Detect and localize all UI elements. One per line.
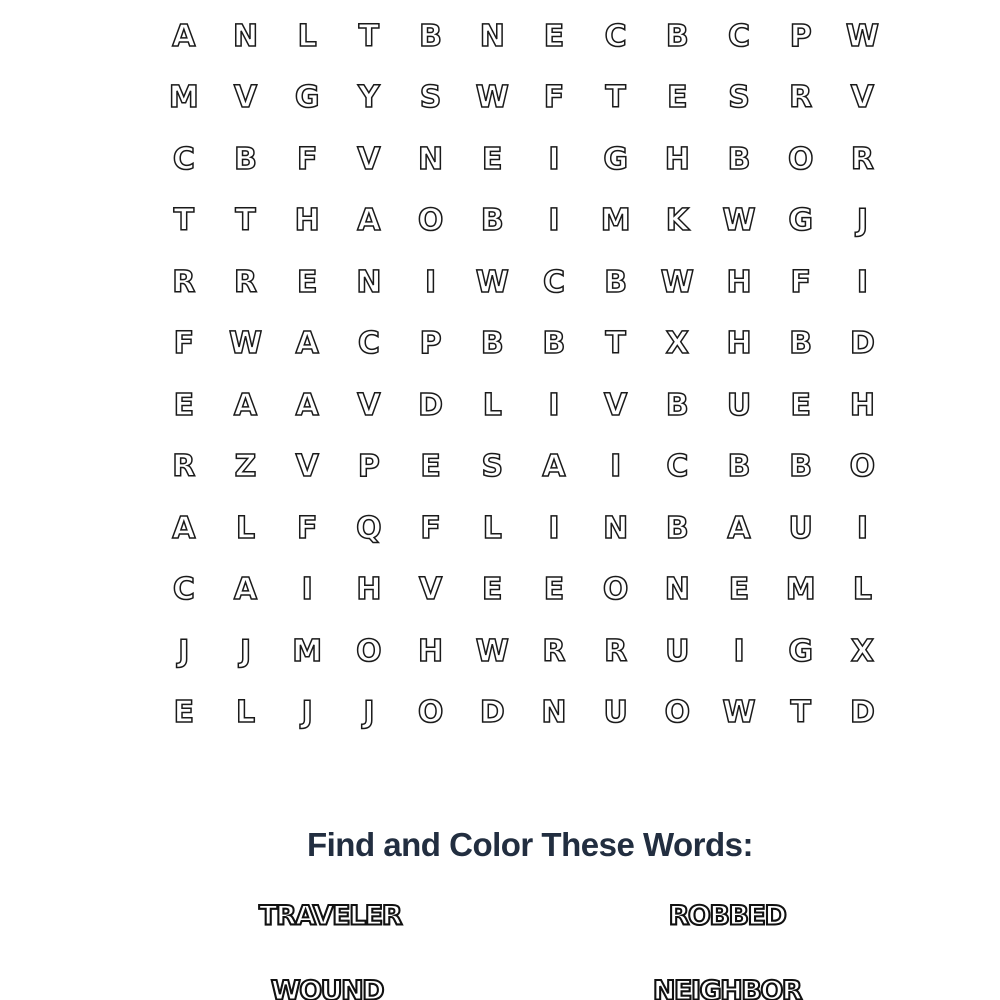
grid-cell-r6c1 xyxy=(153,314,215,376)
grid-letter-r1c12[interactable]: W xyxy=(845,18,879,54)
grid-letter-r11c1[interactable]: J xyxy=(178,633,190,669)
grid-letter-r2c7[interactable]: F xyxy=(543,80,565,116)
grid-letter-r1c4[interactable]: T xyxy=(358,18,380,54)
grid-letter-r11c11[interactable]: G xyxy=(788,633,814,669)
grid-cell-r10c4 xyxy=(338,560,400,622)
grid-letter-r2c4[interactable]: Y xyxy=(358,80,380,116)
grid-cell-r10c9 xyxy=(647,560,709,622)
grid-cell-r1c6 xyxy=(461,6,523,68)
grid-cell-r4c6 xyxy=(461,191,523,253)
grid-letter-r7c5[interactable]: D xyxy=(418,387,444,423)
grid-cell-r1c10 xyxy=(708,6,770,68)
grid-letter-r11c12[interactable]: X xyxy=(850,633,874,669)
grid-cell-r6c6 xyxy=(461,314,523,376)
grid-cell-r4c9 xyxy=(647,191,709,253)
grid-letter-r4c11[interactable]: G xyxy=(788,203,814,239)
grid-letter-r9c3[interactable]: F xyxy=(296,510,318,546)
grid-letter-r6c8[interactable]: T xyxy=(605,326,626,362)
grid-cell-r7c9 xyxy=(647,375,709,437)
grid-cell-r12c11 xyxy=(770,683,832,745)
grid-letter-r3c5[interactable]: N xyxy=(418,141,444,177)
grid-cell-r12c8 xyxy=(585,683,647,745)
grid-cell-r5c8 xyxy=(585,252,647,314)
grid-cell-r8c5 xyxy=(400,437,462,499)
grid-cell-r2c1 xyxy=(153,68,215,130)
grid-cell-r4c8 xyxy=(585,191,647,253)
grid-cell-r12c1 xyxy=(153,683,215,745)
grid-letter-r8c7[interactable]: A xyxy=(542,449,566,485)
grid-letter-r10c5[interactable]: V xyxy=(418,572,443,608)
grid-letter-r9c10[interactable]: A xyxy=(727,510,751,546)
grid-letter-r11c3[interactable]: M xyxy=(292,633,323,669)
grid-letter-r4c5[interactable]: O xyxy=(417,203,444,239)
grid-letter-r5c7[interactable]: C xyxy=(542,264,565,300)
grid-cell-r3c1 xyxy=(153,129,215,191)
grid-letter-r12c2[interactable]: L xyxy=(235,695,256,731)
grid-letter-r10c6[interactable]: E xyxy=(482,572,503,608)
grid-cell-r11c1 xyxy=(153,621,215,683)
grid-cell-r7c11 xyxy=(770,375,832,437)
grid-letter-r6c10[interactable]: H xyxy=(726,326,752,362)
grid-letter-r12c6[interactable]: D xyxy=(479,695,505,731)
grid-letter-r8c6[interactable]: S xyxy=(481,449,504,485)
grid-cell-r2c2 xyxy=(215,68,277,130)
grid-cell-r8c2 xyxy=(215,437,277,499)
grid-cell-r4c7 xyxy=(523,191,585,253)
grid-letter-r10c1[interactable]: C xyxy=(172,572,195,608)
grid-cell-r8c10 xyxy=(708,437,770,499)
grid-cell-r4c10 xyxy=(708,191,770,253)
grid-cell-r8c11 xyxy=(770,437,832,499)
grid-letter-r5c2[interactable]: R xyxy=(233,264,258,300)
grid-cell-r2c11 xyxy=(770,68,832,130)
grid-cell-r10c10 xyxy=(708,560,770,622)
grid-cell-r6c3 xyxy=(276,314,338,376)
grid-cell-r3c2 xyxy=(215,129,277,191)
grid-cell-r11c4 xyxy=(338,621,400,683)
grid-letter-r3c10[interactable]: B xyxy=(727,141,751,177)
grid-cell-r9c2 xyxy=(215,498,277,560)
grid-letter-r7c4[interactable]: V xyxy=(357,387,381,423)
grid-letter-r2c10[interactable]: S xyxy=(728,80,750,116)
grid-letter-r7c8[interactable]: V xyxy=(604,387,628,423)
grid-cell-r6c4 xyxy=(338,314,400,376)
grid-cell-r1c8 xyxy=(585,6,647,68)
grid-cell-r9c4 xyxy=(338,498,400,560)
grid-letter-r4c4[interactable]: A xyxy=(357,203,381,239)
grid-cell-r6c10 xyxy=(708,314,770,376)
grid-cell-r2c4 xyxy=(338,68,400,130)
grid-letter-r10c3[interactable]: I xyxy=(301,572,313,608)
grid-cell-r10c3 xyxy=(276,560,338,622)
grid-letter-r12c4[interactable]: J xyxy=(363,695,375,731)
grid-letter-r5c11[interactable]: F xyxy=(790,264,811,300)
grid-cell-r10c11 xyxy=(770,560,832,622)
grid-letter-r7c9[interactable]: B xyxy=(665,387,689,423)
grid-letter-r4c6[interactable]: B xyxy=(480,203,504,239)
grid-letter-r11c2[interactable]: J xyxy=(239,633,252,669)
grid-cell-r8c8 xyxy=(585,437,647,499)
grid-cell-r9c1 xyxy=(153,498,215,560)
grid-letter-r2c9[interactable]: E xyxy=(667,80,688,116)
grid-cell-r6c9 xyxy=(647,314,709,376)
grid-cell-r5c4 xyxy=(338,252,400,314)
grid-letter-r10c12[interactable]: L xyxy=(852,572,872,608)
word-list-heading: Find and Color These Words: xyxy=(306,826,754,863)
grid-letter-r8c9[interactable]: C xyxy=(666,449,689,485)
grid-letter-r11c8[interactable]: R xyxy=(604,633,628,669)
grid-cell-r2c6 xyxy=(461,68,523,130)
grid-letter-r1c11[interactable]: P xyxy=(789,18,812,54)
grid-cell-r9c3 xyxy=(276,498,338,560)
grid-letter-r5c8[interactable]: B xyxy=(604,264,628,300)
grid-cell-r5c3 xyxy=(276,252,338,314)
grid-letter-r12c8[interactable]: U xyxy=(603,695,628,731)
grid-cell-r5c2 xyxy=(215,252,277,314)
grid-cell-r12c4 xyxy=(338,683,400,745)
grid-cell-r1c2 xyxy=(215,6,277,68)
grid-cell-r11c11 xyxy=(770,621,832,683)
word-list-item-neighbor: NEIGHBOR xyxy=(652,975,802,1000)
grid-cell-r3c5 xyxy=(400,129,462,191)
grid-letter-r6c7[interactable]: B xyxy=(542,326,566,362)
grid-letter-r4c12[interactable]: J xyxy=(856,203,868,239)
grid-letter-r10c7[interactable]: E xyxy=(543,572,565,608)
grid-letter-r8c10[interactable]: B xyxy=(727,449,751,485)
grid-cell-r2c9 xyxy=(647,68,709,130)
grid-letter-r8c12[interactable]: O xyxy=(849,449,876,485)
grid-letter-r6c9[interactable]: X xyxy=(665,326,689,362)
grid-cell-r8c7 xyxy=(523,437,585,499)
grid-letter-r7c12[interactable]: H xyxy=(849,387,875,423)
grid-letter-r7c2[interactable]: A xyxy=(233,387,258,423)
grid-letter-r4c10[interactable]: W xyxy=(722,203,756,239)
grid-cell-r7c2 xyxy=(215,375,277,437)
grid-letter-r4c9[interactable]: K xyxy=(665,203,689,239)
grid-letter-r1c5[interactable]: B xyxy=(419,18,443,54)
grid-cell-r5c9 xyxy=(647,252,709,314)
grid-cell-r9c7 xyxy=(523,498,585,560)
grid-letter-r12c3[interactable]: J xyxy=(301,695,313,731)
grid-letter-r1c6[interactable]: N xyxy=(479,18,505,54)
grid-letter-r3c6[interactable]: E xyxy=(482,141,503,177)
grid-letter-r11c7[interactable]: R xyxy=(542,633,566,669)
grid-cell-r4c1 xyxy=(153,191,215,253)
grid-cell-r2c12 xyxy=(832,68,894,130)
grid-letter-r3c12[interactable]: R xyxy=(850,141,874,177)
grid-letter-r1c3[interactable]: L xyxy=(297,18,317,54)
grid-letter-r12c7[interactable]: N xyxy=(541,695,567,731)
grid-cell-r7c10 xyxy=(708,375,770,437)
grid-cell-r8c4 xyxy=(338,437,400,499)
grid-letter-r9c2[interactable]: L xyxy=(235,510,256,546)
grid-letter-r10c4[interactable]: H xyxy=(356,572,382,608)
grid-cell-r6c11 xyxy=(770,314,832,376)
grid-letter-r3c1[interactable]: C xyxy=(172,141,195,177)
grid-letter-r10c11[interactable]: M xyxy=(785,572,816,608)
grid-cell-r2c5 xyxy=(400,68,462,130)
grid-cell-r12c7 xyxy=(523,683,585,745)
grid-cell-r3c9 xyxy=(647,129,709,191)
grid-letter-r12c1[interactable]: E xyxy=(173,695,195,731)
grid-cell-r3c8 xyxy=(585,129,647,191)
grid-cell-r1c4 xyxy=(338,6,400,68)
grid-letter-r11c5[interactable]: H xyxy=(418,633,444,669)
grid-cell-r2c10 xyxy=(708,68,770,130)
grid-cell-r1c11 xyxy=(770,6,832,68)
grid-letter-r4c7[interactable]: I xyxy=(548,203,560,239)
grid-cell-r6c2 xyxy=(215,314,277,376)
grid-letter-r6c1[interactable]: F xyxy=(173,326,195,362)
grid-cell-r1c1 xyxy=(153,6,215,68)
grid-cell-r5c10 xyxy=(708,252,770,314)
grid-letter-r9c8[interactable]: N xyxy=(603,510,629,546)
grid-letter-r3c8[interactable]: G xyxy=(603,141,628,177)
grid-cell-r8c9 xyxy=(647,437,709,499)
word-list-item-robbed: ROBBED xyxy=(668,900,786,932)
grid-cell-r12c5 xyxy=(400,683,462,745)
grid-letter-r7c3[interactable]: A xyxy=(295,387,319,423)
grid-cell-r7c12 xyxy=(832,375,894,437)
grid-cell-r1c9 xyxy=(647,6,709,68)
grid-letter-r5c12[interactable]: I xyxy=(856,264,868,300)
grid-letter-r9c6[interactable]: L xyxy=(482,510,502,546)
grid-letter-r8c11[interactable]: B xyxy=(789,449,813,485)
grid-cell-r1c3 xyxy=(276,6,338,68)
grid-letter-r5c10[interactable]: H xyxy=(726,264,752,300)
grid-cell-r12c2 xyxy=(215,683,277,745)
grid-letter-r10c8[interactable]: O xyxy=(602,572,629,608)
grid-letter-r1c1[interactable]: A xyxy=(172,18,196,54)
grid-cell-r1c7 xyxy=(523,6,585,68)
word-list-item-traveler: TRAVELER xyxy=(258,900,402,932)
grid-cell-r9c12 xyxy=(832,498,894,560)
grid-cell-r11c5 xyxy=(400,621,462,683)
grid-letter-r8c3[interactable]: V xyxy=(295,449,319,485)
grid-letter-r2c6[interactable]: W xyxy=(475,80,509,116)
grid-cell-r11c12 xyxy=(832,621,894,683)
grid-letter-r9c11[interactable]: U xyxy=(788,510,813,546)
grid-cell-r3c7 xyxy=(523,129,585,191)
word-search-grid xyxy=(153,6,893,744)
grid-letter-r2c1[interactable]: M xyxy=(168,80,199,116)
grid-letter-r11c4[interactable]: O xyxy=(356,633,382,669)
grid-letter-r12c10[interactable]: W xyxy=(722,695,756,731)
grid-letter-r6c12[interactable]: D xyxy=(849,326,875,362)
grid-cell-r10c1 xyxy=(153,560,215,622)
grid-cell-r12c6 xyxy=(461,683,523,745)
grid-letter-r5c1[interactable]: R xyxy=(172,264,196,300)
grid-letter-r12c5[interactable]: O xyxy=(417,695,444,731)
grid-cell-r11c7 xyxy=(523,621,585,683)
grid-letter-r6c3[interactable]: A xyxy=(295,326,319,362)
grid-cell-r12c9 xyxy=(647,683,709,745)
grid-letter-r2c8[interactable]: T xyxy=(605,80,626,116)
grid-letter-r5c9[interactable]: W xyxy=(660,264,694,300)
grid-cell-r4c12 xyxy=(832,191,894,253)
grid-cell-r12c3 xyxy=(276,683,338,745)
grid-letter-r11c9[interactable]: U xyxy=(665,633,690,669)
grid-cell-r3c4 xyxy=(338,129,400,191)
grid-letter-r4c3[interactable]: H xyxy=(294,203,320,239)
grid-letter-r1c8[interactable]: C xyxy=(604,18,627,54)
grid-cell-r3c10 xyxy=(708,129,770,191)
grid-letter-r8c1[interactable]: R xyxy=(172,449,196,485)
grid-letter-r10c2[interactable]: A xyxy=(233,572,258,608)
grid-letter-r9c5[interactable]: F xyxy=(420,510,441,546)
grid-letter-r6c11[interactable]: B xyxy=(789,326,813,362)
grid-cell-r3c11 xyxy=(770,129,832,191)
grid-cell-r9c11 xyxy=(770,498,832,560)
grid-letter-r10c10[interactable]: E xyxy=(728,572,750,608)
grid-cell-r11c8 xyxy=(585,621,647,683)
grid-cell-r11c2 xyxy=(215,621,277,683)
grid-cell-r5c12 xyxy=(832,252,894,314)
grid-cell-r11c6 xyxy=(461,621,523,683)
grid-cell-r9c5 xyxy=(400,498,462,560)
grid-cell-r10c5 xyxy=(400,560,462,622)
grid-letter-r9c4[interactable]: Q xyxy=(356,510,382,546)
grid-letter-r7c11[interactable]: E xyxy=(790,387,811,423)
grid-letter-r7c7[interactable]: I xyxy=(548,387,560,423)
grid-letter-r3c9[interactable]: H xyxy=(664,141,690,177)
grid-cell-r3c3 xyxy=(276,129,338,191)
grid-letter-r8c5[interactable]: E xyxy=(420,449,441,485)
grid-letter-r1c2[interactable]: N xyxy=(232,18,259,54)
grid-cell-r7c8 xyxy=(585,375,647,437)
grid-letter-r7c1[interactable]: E xyxy=(173,387,195,423)
grid-cell-r5c1 xyxy=(153,252,215,314)
grid-letter-r2c3[interactable]: G xyxy=(294,80,320,116)
grid-cell-r8c3 xyxy=(276,437,338,499)
grid-cell-r7c7 xyxy=(523,375,585,437)
grid-letter-r5c3[interactable]: E xyxy=(296,264,318,300)
grid-letter-r6c4[interactable]: C xyxy=(357,326,380,362)
grid-letter-r3c2[interactable]: B xyxy=(234,141,257,177)
grid-cell-r7c6 xyxy=(461,375,523,437)
grid-letter-r12c12[interactable]: D xyxy=(849,695,875,731)
word-list-item-wound: WOUND xyxy=(270,975,384,1000)
grid-cell-r5c5 xyxy=(400,252,462,314)
grid-letter-r5c5[interactable]: I xyxy=(425,264,437,300)
grid-cell-r8c12 xyxy=(832,437,894,499)
grid-letter-r11c6[interactable]: W xyxy=(475,633,509,669)
grid-cell-r11c10 xyxy=(708,621,770,683)
grid-letter-r11c10[interactable]: I xyxy=(733,633,745,669)
grid-letter-r6c6[interactable]: B xyxy=(480,326,504,362)
grid-cell-r8c6 xyxy=(461,437,523,499)
grid-cell-r8c1 xyxy=(153,437,215,499)
grid-cell-r7c3 xyxy=(276,375,338,437)
grid-letter-r2c11[interactable]: R xyxy=(789,80,813,116)
grid-letter-r8c2[interactable]: Z xyxy=(234,449,257,485)
grid-letter-r2c5[interactable]: S xyxy=(419,80,442,116)
grid-letter-r9c9[interactable]: B xyxy=(665,510,689,546)
grid-cell-r5c7 xyxy=(523,252,585,314)
grid-cell-r10c6 xyxy=(461,560,523,622)
grid-cell-r1c12 xyxy=(832,6,894,68)
grid-letter-r3c11[interactable]: O xyxy=(787,141,814,177)
grid-letter-r12c9[interactable]: O xyxy=(664,695,691,731)
grid-cell-r10c2 xyxy=(215,560,277,622)
grid-letter-r10c9[interactable]: N xyxy=(664,572,690,608)
grid-cell-r1c5 xyxy=(400,6,462,68)
grid-cell-r2c3 xyxy=(276,68,338,130)
grid-cell-r9c10 xyxy=(708,498,770,560)
grid-letter-r7c6[interactable]: L xyxy=(482,387,502,423)
grid-cell-r7c5 xyxy=(400,375,462,437)
grid-letter-r9c7[interactable]: I xyxy=(548,510,560,546)
grid-letter-r1c9[interactable]: B xyxy=(665,18,689,54)
grid-letter-r3c4[interactable]: V xyxy=(357,141,381,177)
grid-letter-r2c2[interactable]: V xyxy=(233,80,258,116)
grid-letter-r12c11[interactable]: T xyxy=(790,695,811,731)
grid-cell-r4c4 xyxy=(338,191,400,253)
grid-letter-r1c7[interactable]: E xyxy=(543,18,565,54)
grid-cell-r11c9 xyxy=(647,621,709,683)
grid-cell-r3c6 xyxy=(461,129,523,191)
grid-letter-r3c7[interactable]: I xyxy=(548,141,560,177)
grid-letter-r5c6[interactable]: W xyxy=(475,264,509,300)
grid-cell-r10c12 xyxy=(832,560,894,622)
grid-letter-r4c8[interactable]: M xyxy=(600,203,631,239)
grid-letter-r8c4[interactable]: P xyxy=(357,449,380,485)
grid-cell-r3c12 xyxy=(832,129,894,191)
grid-cell-r2c8 xyxy=(585,68,647,130)
grid-letter-r2c12[interactable]: V xyxy=(850,80,875,116)
grid-letter-r9c1[interactable]: A xyxy=(172,510,196,546)
grid-letter-r1c10[interactable]: C xyxy=(728,18,751,54)
grid-cell-r12c12 xyxy=(832,683,894,745)
grid-cell-r6c8 xyxy=(585,314,647,376)
grid-cell-r6c7 xyxy=(523,314,585,376)
grid-cell-r5c11 xyxy=(770,252,832,314)
grid-cell-r9c6 xyxy=(461,498,523,560)
grid-letter-r7c10[interactable]: U xyxy=(726,387,752,423)
grid-cell-r4c3 xyxy=(276,191,338,253)
grid-letter-r4c2[interactable]: T xyxy=(235,203,256,239)
grid-cell-r6c5 xyxy=(400,314,462,376)
grid-letter-r6c5[interactable]: P xyxy=(419,326,442,362)
grid-cell-r5c6 xyxy=(461,252,523,314)
grid-cell-r10c8 xyxy=(585,560,647,622)
grid-cell-r4c2 xyxy=(215,191,277,253)
grid-letter-r3c3[interactable]: F xyxy=(296,141,318,177)
grid-letter-r9c12[interactable]: I xyxy=(856,510,868,546)
grid-cell-r4c11 xyxy=(770,191,832,253)
grid-cell-r2c7 xyxy=(523,68,585,130)
grid-letter-r8c8[interactable]: I xyxy=(610,449,622,485)
grid-cell-r7c1 xyxy=(153,375,215,437)
grid-letter-r6c2[interactable]: W xyxy=(228,326,263,362)
grid-cell-r10c7 xyxy=(523,560,585,622)
grid-letter-r5c4[interactable]: N xyxy=(356,264,382,300)
grid-cell-r4c5 xyxy=(400,191,462,253)
grid-cell-r9c9 xyxy=(647,498,709,560)
grid-cell-r7c4 xyxy=(338,375,400,437)
grid-cell-r11c3 xyxy=(276,621,338,683)
grid-letter-r4c1[interactable]: T xyxy=(173,203,195,239)
grid-cell-r9c8 xyxy=(585,498,647,560)
grid-cell-r12c10 xyxy=(708,683,770,745)
grid-cell-r6c12 xyxy=(832,314,894,376)
